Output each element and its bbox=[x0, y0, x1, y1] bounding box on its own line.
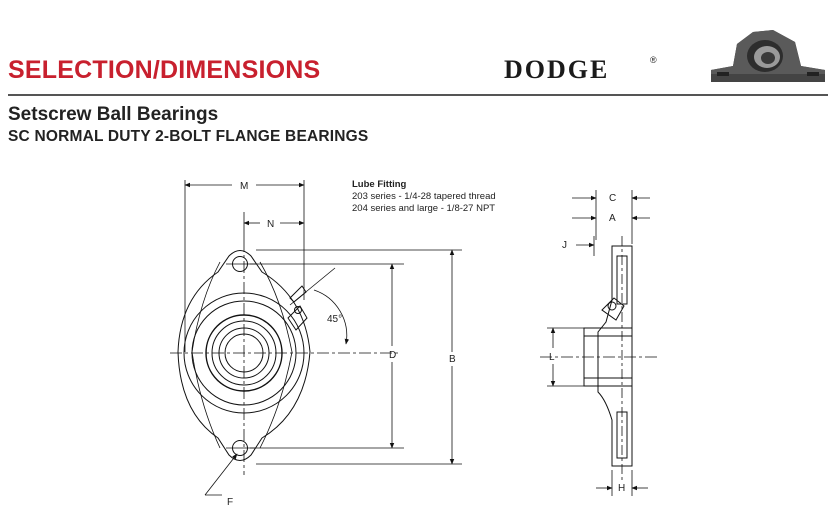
dimension-label-D: D bbox=[389, 350, 397, 361]
page-title: SELECTION/DIMENSIONS bbox=[8, 56, 321, 84]
dimension-label-A: A bbox=[609, 213, 616, 224]
side-view bbox=[584, 246, 632, 466]
section-subtitle: Setscrew Ball Bearings bbox=[8, 104, 219, 125]
dimension-label-C: C bbox=[609, 193, 617, 204]
dimension-label-H: H bbox=[618, 483, 626, 494]
dimension-label-M: M bbox=[240, 181, 249, 192]
angle-label: 45° bbox=[327, 314, 343, 325]
lube-fitting-title: Lube Fitting bbox=[352, 179, 407, 190]
brand-name: DODGE bbox=[504, 55, 610, 84]
product-title: SC NORMAL DUTY 2-BOLT FLANGE BEARINGS bbox=[8, 128, 369, 145]
lube-fitting-line: 203 series - 1/4-28 tapered thread bbox=[352, 191, 496, 202]
dimension-label-F: F bbox=[227, 497, 234, 508]
side-lube-fitting bbox=[602, 298, 624, 320]
dimension-label-B: B bbox=[449, 354, 456, 365]
registered-mark: ® bbox=[650, 55, 657, 65]
dimension-label-L: L bbox=[549, 352, 555, 363]
dimension-label-N: N bbox=[267, 219, 275, 230]
dimension-label-J: J bbox=[562, 240, 567, 251]
lube-fitting-line: 204 series and large - 1/8-27 NPT bbox=[352, 203, 496, 214]
